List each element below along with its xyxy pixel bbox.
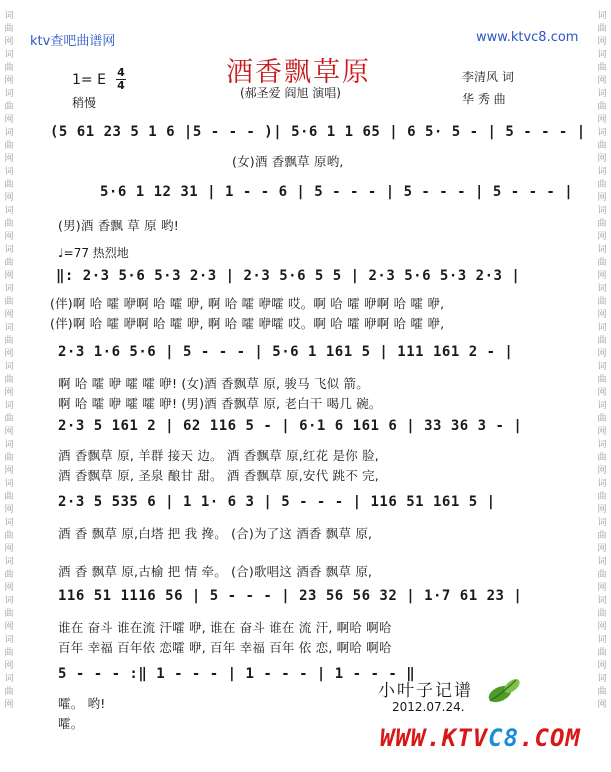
recorder-credit: 小叶子记谱	[378, 681, 473, 701]
score-line-7-lyric-2: 百年 幸福 百年依 恋嚯 咿, 百年 幸福 百年 依 恋, 啊哈 啊哈	[58, 640, 392, 655]
score-line-6-lyric-1: 酒 香 飘草 原,白塔 把 我 搀。 (合)为了这 酒香 飘草 原,	[58, 526, 373, 541]
score-line-4-notes: 2·3 1·6 5·6 | 5 - - - | 5·6 1 161 5 | 111 161 2 - |	[58, 344, 514, 360]
tempo-intro: 稍慢	[72, 96, 97, 110]
tea-leaf-icon	[486, 674, 524, 704]
score-line-4-lyric-1: 啊 哈 嚯 咿 嚯 嚯 咿! (女)酒 香飘草 原, 骏马 飞似 箭。	[58, 376, 369, 391]
score-line-2-lyric-1: (男)酒 香飘 草 原 哟!	[58, 218, 179, 233]
score-line-1-notes: (5 61 23 5 1 6 |5 - - - )| 5·6 1 1 65 | 6 5· 5 - | 5 - - - |	[50, 124, 586, 140]
brand-logo	[380, 724, 581, 752]
site-watermark-right: www.ktvc8.com	[476, 30, 579, 45]
score-line-8-lyric-2: 嚯。	[58, 716, 84, 731]
composer: 华 秀 曲	[462, 92, 506, 106]
score-line-5-lyric-2: 酒 香飘草 原, 圣泉 酿甘 甜。 酒 香飘草 原,安代 跳不 完,	[58, 468, 379, 483]
score-line-4-lyric-2: 啊 哈 嚯 咿 嚯 嚯 咿! (男)酒 香飘草 原, 老白干 喝几 碗。	[58, 396, 382, 411]
record-date: 2012.07.24.	[392, 700, 465, 714]
site-watermark-left: ktv查吧曲谱网	[30, 34, 116, 49]
score-line-6-lyric-2: 酒 香 飘草 原,古榆 把 情 牵。 (合)歌唱这 酒香 飘草 原,	[58, 564, 373, 579]
score-line-5-lyric-1: 酒 香飘草 原, 羊群 接天 边。 酒 香飘草 原,红花 是你 脸,	[58, 448, 379, 463]
time-bottom: 4	[117, 79, 125, 92]
side-watermark-left: 词曲网词曲网词曲网词曲网词曲网词曲网词曲网词曲网词曲网词曲网词曲网词曲网词曲网词曲网词曲网词曲网词曲网词曲网	[4, 11, 14, 710]
singers: (郝圣爱 阎旭 演唱)	[240, 86, 341, 100]
score-line-6-notes: 2·3 5 535 6 | 1 1· 6 3 | 5 - - - | 116 51 161 5 |	[58, 494, 496, 510]
side-watermark-right: 词曲网词曲网词曲网词曲网词曲网词曲网词曲网词曲网词曲网词曲网词曲网词曲网词曲网词曲网词曲网词曲网词曲网词曲网	[597, 11, 607, 710]
brand-c8: C8	[488, 724, 520, 752]
score-line-7-notes: 116 51 1116 56 | 5 - - - | 23 56 56 32 | 1·7 61 23 |	[58, 588, 523, 604]
time-signature	[116, 66, 126, 92]
score-line-7-lyric-1: 谁在 奋斗 谁在流 汗嚯 咿, 谁在 奋斗 谁在 流 汗, 啊哈 啊哈	[58, 620, 392, 635]
brand-ktv: KTV	[441, 724, 489, 752]
score-line-5-notes: 2·3 5 161 2 | 62 116 5 - | 6·1 6 161 6 | 33 36 3 - |	[58, 418, 523, 434]
score-line-1-lyric-1: (女)酒 香飘草 原哟,	[232, 154, 344, 169]
score-line-3-notes: ‖: 2·3 5·6 5·3 2·3 | 2·3 5·6 5 5 | 2·3 5·6 5·3 2·3 |	[56, 268, 521, 284]
brand-prefix: WWW.	[380, 724, 442, 752]
song-title: 酒香飘草原	[226, 57, 371, 88]
score-line-2-notes: 5·6 1 12 31 | 1 - - 6 | 5 - - - | 5 - - - | 5 - - - |	[100, 184, 574, 200]
score-line-8-lyric-1: 嚯。 哟!	[58, 696, 106, 711]
score-line-8-notes: 5 - - - :‖ 1 - - - | 1 - - - | 1 - - - ‖	[58, 666, 416, 682]
time-top: 4	[117, 66, 125, 79]
score-line-3-lyric-2: (伴)啊 哈 嚯 咿啊 哈 嚯 咿, 啊 哈 嚯 咿嚯 哎。啊 哈 嚯 咿啊 哈 嚯 咿,	[50, 316, 445, 331]
tempo-marking: ♩=77 热烈地	[58, 246, 129, 260]
brand-suffix: .COM	[519, 724, 581, 752]
lyricist: 李清风 词	[462, 70, 514, 84]
key-signature: 1= E	[72, 72, 106, 88]
score-line-3-lyric-1: (伴)啊 哈 嚯 咿啊 哈 嚯 咿, 啊 哈 嚯 咿嚯 哎。啊 哈 嚯 咿啊 哈 嚯 咿,	[50, 296, 445, 311]
